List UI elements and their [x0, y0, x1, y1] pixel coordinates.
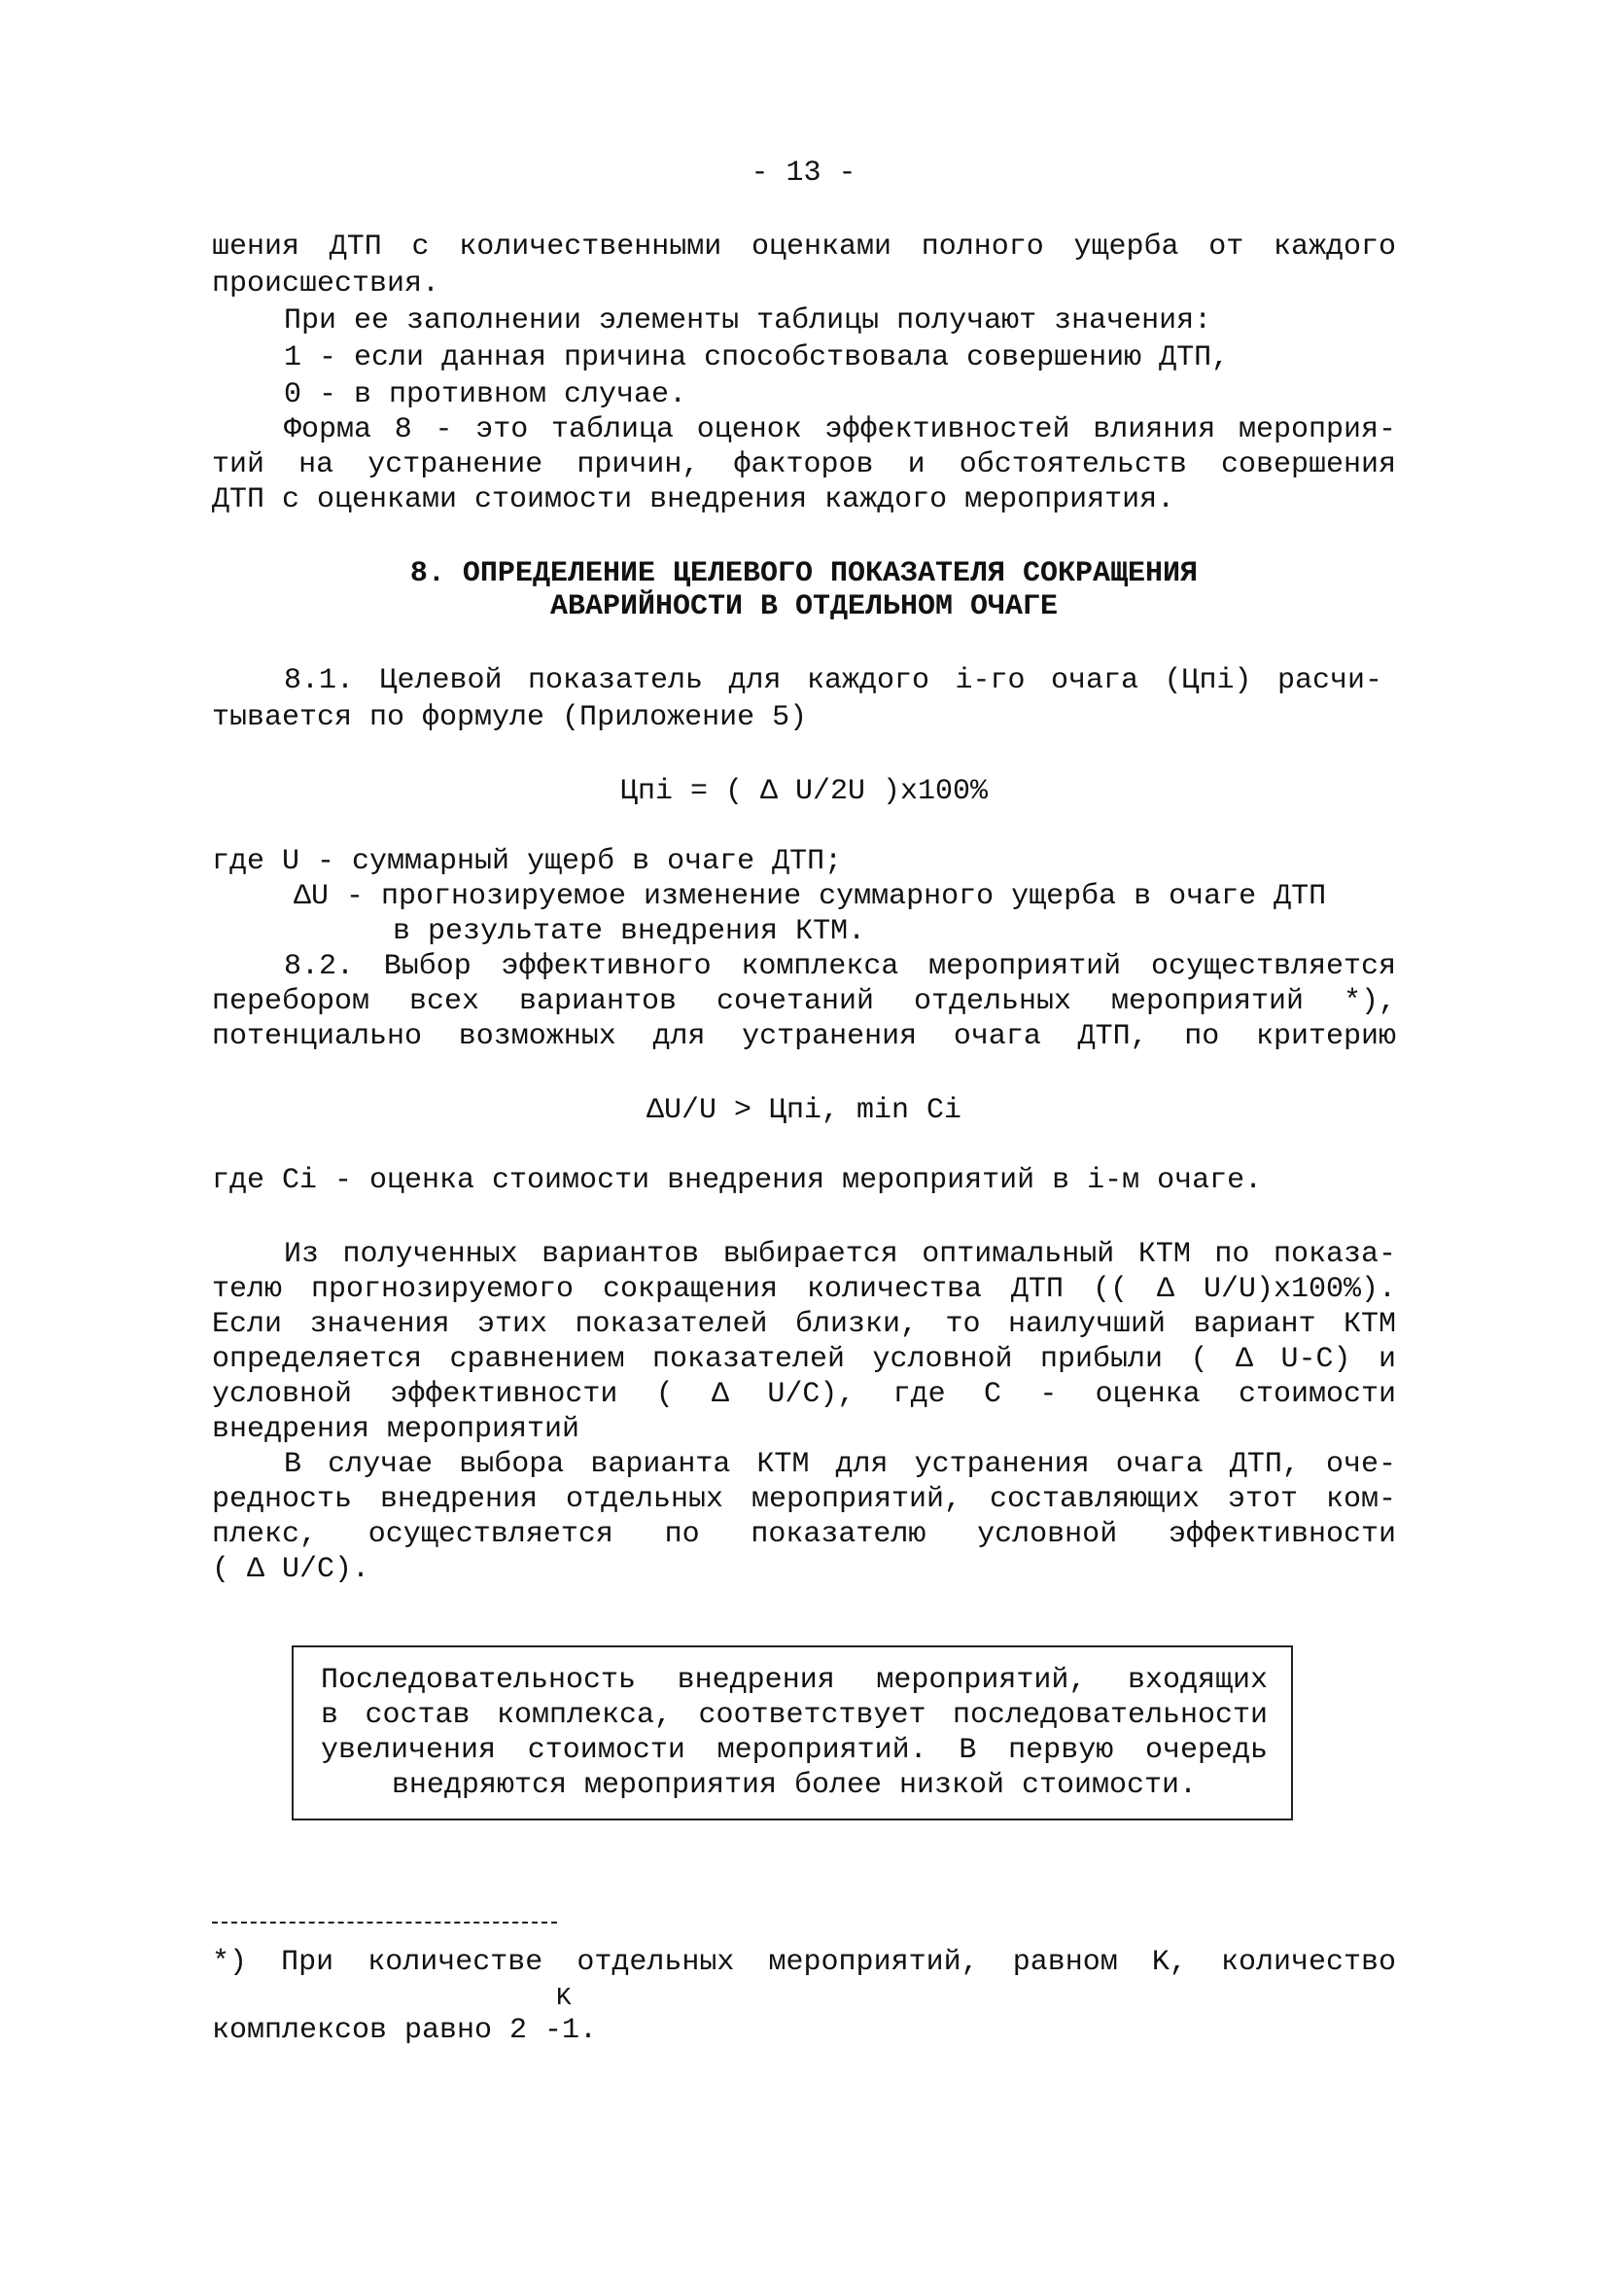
- boxed-note: [292, 1645, 1293, 1820]
- footnote-separator: [212, 1922, 557, 1924]
- formula-criterion: ΔU/U > Цпi, min Ci: [646, 1094, 962, 1127]
- text-line: тывается по формуле (Приложение 5): [212, 701, 808, 734]
- section-heading: 8. ОПРЕДЕЛЕНИЕ ЦЕЛЕВОГО ПОКАЗАТЕЛЯ СОКРАЩЕНИЯ: [409, 557, 1199, 590]
- text-line: Если значения этих показателей близки, то наилучший вариант КТМ: [212, 1308, 1396, 1341]
- text-line: где U - суммарный ущерб в очаге ДТП;: [212, 845, 843, 878]
- text-line: определяется сравнением показателей условной прибыли ( Δ U-C) и: [212, 1343, 1396, 1376]
- boxed-note-line: Последовательность внедрения мероприятий, входящих: [321, 1664, 1268, 1697]
- text-line: 8.2. Выбор эффективного комплекса мероприятий осуществляется: [284, 950, 1396, 983]
- text-line: Форма 8 - это таблица оценок эффективностей влияния мероприя-: [284, 413, 1396, 446]
- boxed-note-line: внедряются мероприятия более низкой стоимости.: [391, 1769, 1198, 1802]
- text-line: в результате внедрения КТМ.: [393, 915, 866, 948]
- text-line: 1 - если данная причина способствовала совершению ДТП,: [284, 341, 1230, 374]
- text-line: тий на устранение причин, факторов и обстоятельств совершения: [212, 448, 1396, 481]
- page-number: - 13 -: [751, 157, 856, 190]
- text-line: ΔU - прогнозируемое изменение суммарного ущерба в очаге ДТП: [294, 880, 1327, 913]
- formula-target-index: Цпi = ( Δ U/2U )x100%: [619, 775, 989, 808]
- text-line: ( Δ U/C).: [212, 1553, 370, 1586]
- text-line: телю прогнозируемого сокращения количества ДТП (( Δ U/U)x100%).: [212, 1273, 1396, 1306]
- text-line: шения ДТП с количественными оценками полного ущерба от каждого: [212, 230, 1396, 264]
- text-line: 8.1. Целевой показатель для каждого i-го очага (Цпi) расчи-: [284, 664, 1382, 697]
- section-heading: АВАРИЙНОСТИ В ОТДЕЛЬНОМ ОЧАГЕ: [549, 590, 1059, 623]
- text-line: перебором всех вариантов сочетаний отдельных мероприятий *),: [212, 985, 1396, 1018]
- boxed-note-line: в состав комплекса, соответствует последовательности: [321, 1699, 1268, 1732]
- footnote-line: комплексов равно 2 -1.: [212, 2014, 598, 2047]
- text-line: условной эффективности ( Δ U/C), где C - оценка стоимости: [212, 1378, 1396, 1411]
- boxed-note-line: увеличения стоимости мероприятий. В первую очередь: [321, 1734, 1268, 1767]
- text-line: редность внедрения отдельных мероприятий, составляющих этот ком-: [212, 1483, 1396, 1516]
- text-line: При ее заполнении элементы таблицы получают значения:: [284, 304, 1212, 337]
- text-line: где Ci - оценка стоимости внедрения мероприятий в i-м очаге.: [212, 1164, 1263, 1197]
- text-line: В случае выбора варианта КТМ для устранения очага ДТП, оче-: [284, 1448, 1396, 1481]
- text-line: 0 - в противном случае.: [284, 378, 687, 411]
- text-line: происшествия.: [212, 267, 440, 300]
- text-line: потенциально возможных для устранения очага ДТП, по критерию: [212, 1020, 1396, 1053]
- text-line: Из полученных вариантов выбирается оптимальный КТМ по показа-: [284, 1238, 1396, 1271]
- footnote-line: *) При количестве отдельных мероприятий, равном K, количество: [212, 1946, 1396, 1979]
- text-line: ДТП с оценками стоимости внедрения каждого мероприятия.: [212, 483, 1175, 516]
- text-line: внедрения мероприятий: [212, 1413, 580, 1446]
- text-line: плекс, осуществляется по показателю условной эффективности: [212, 1518, 1396, 1551]
- footnote-superscript: K: [556, 1983, 572, 2012]
